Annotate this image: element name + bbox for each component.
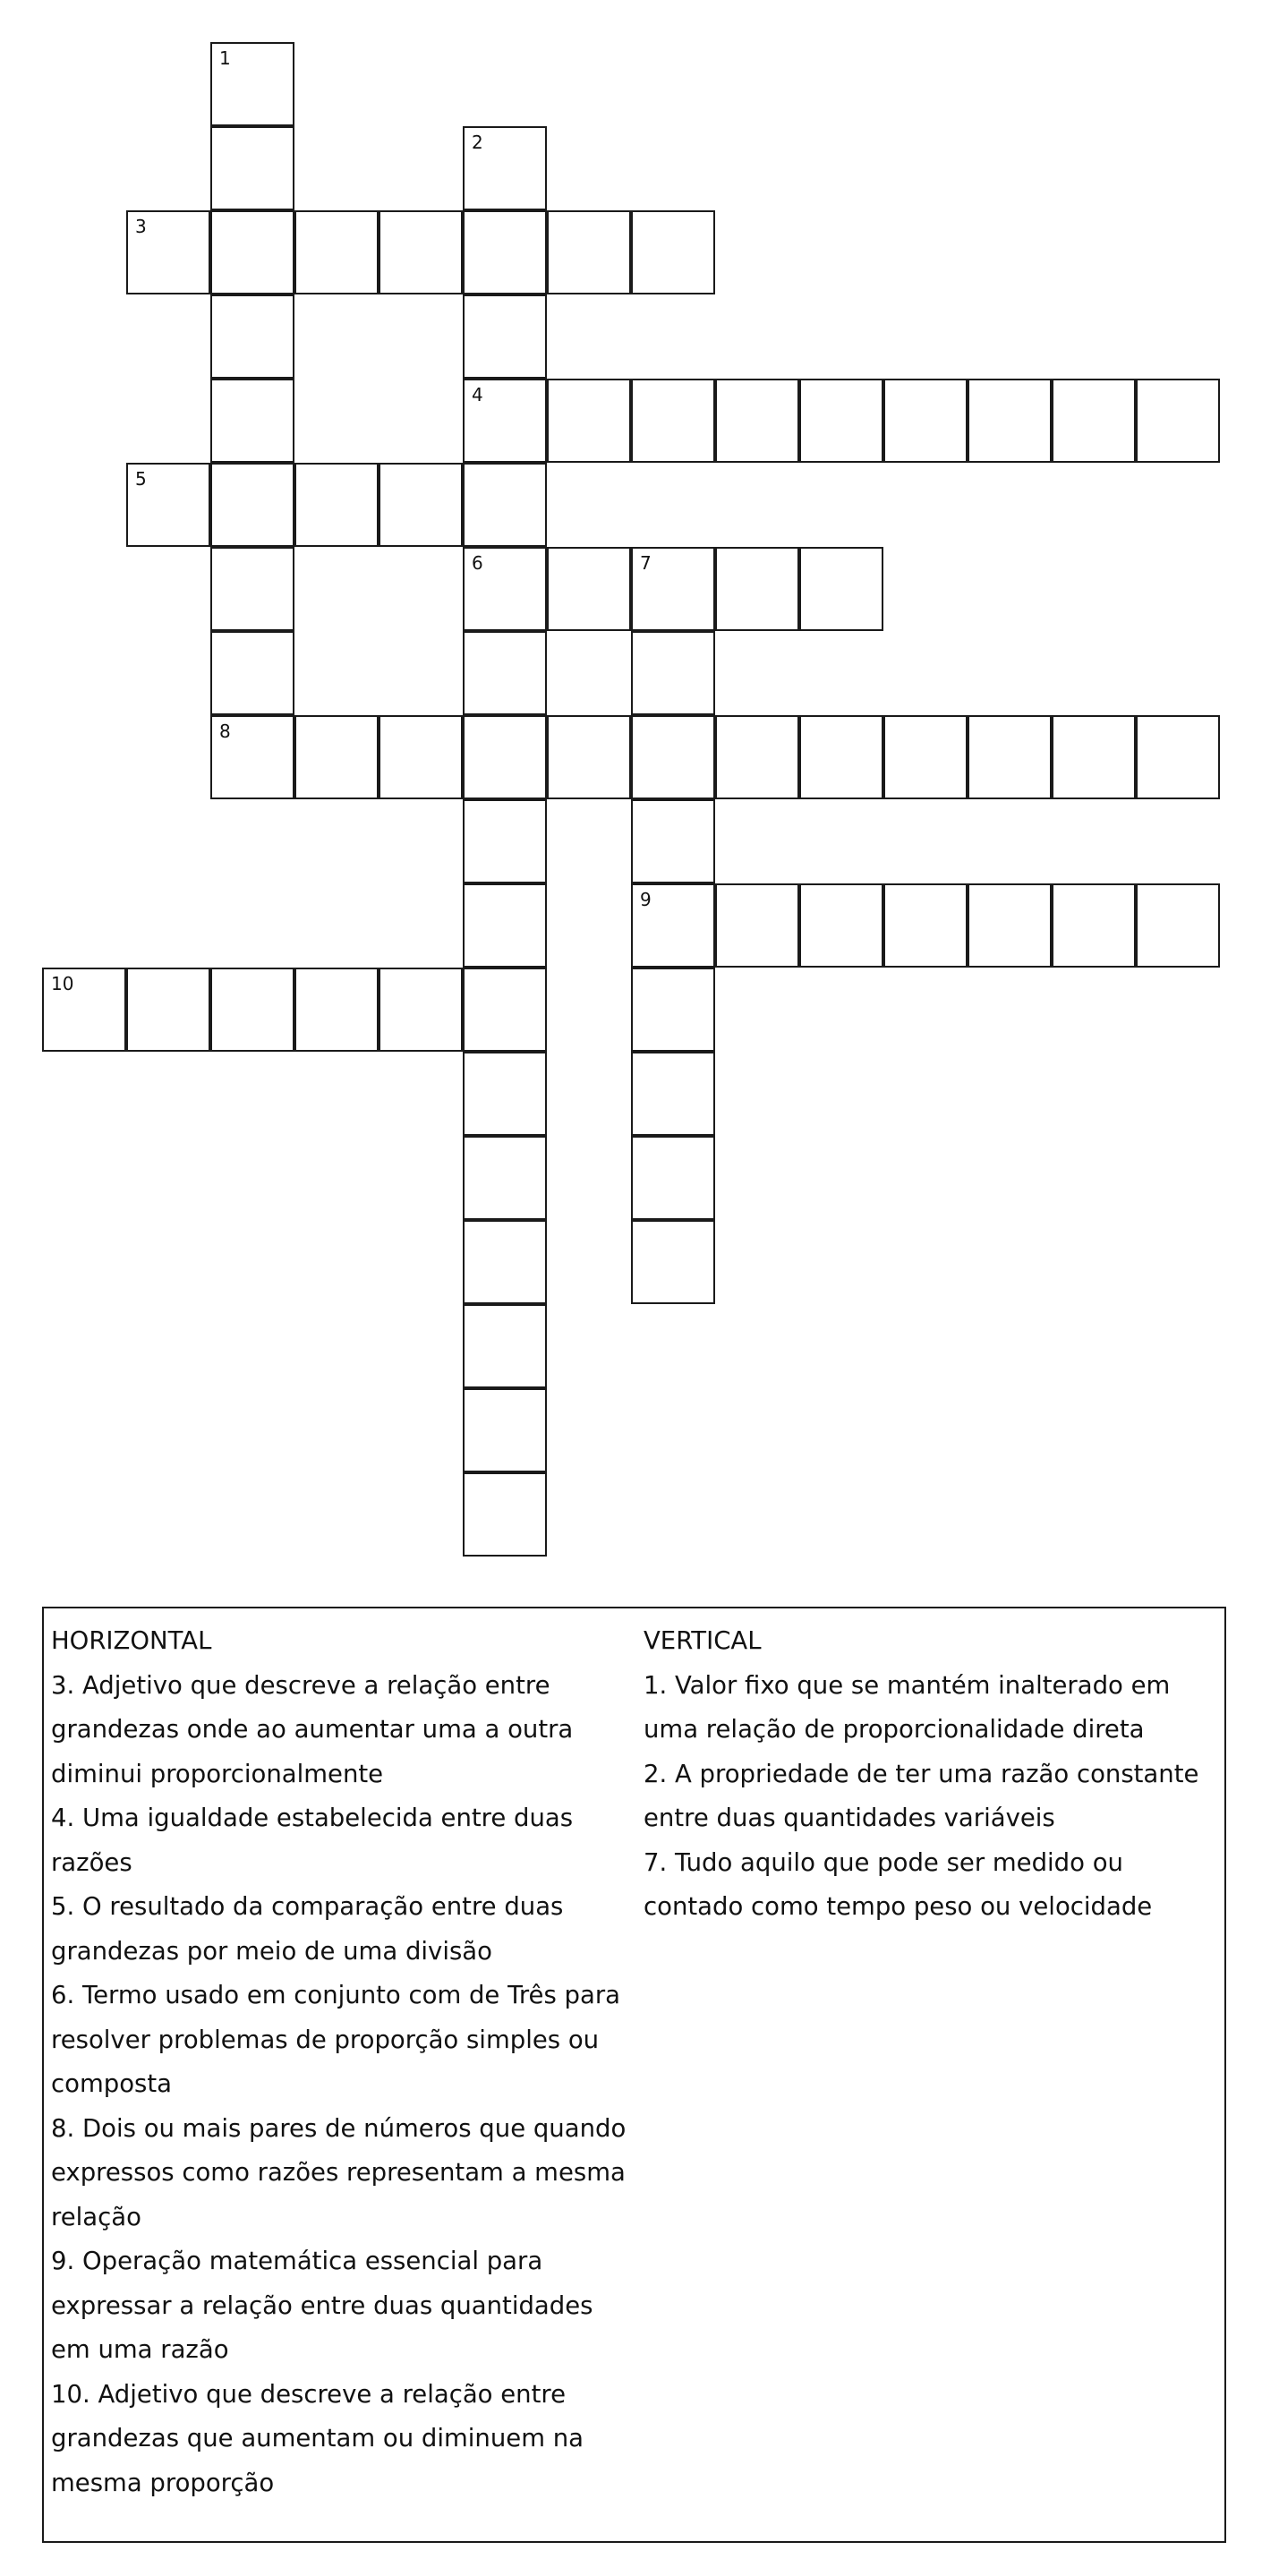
crossword-cell[interactable] (210, 42, 294, 126)
clue-vertical-1: 1. Valor fixo que se mantém inalterado em uma relação de proporcionalidade direta (644, 1670, 1171, 1744)
crossword-cell[interactable] (631, 1136, 715, 1220)
crossword-cell[interactable] (463, 1220, 547, 1304)
crossword-cell[interactable] (379, 463, 463, 547)
clue-horizontal-6: 6. Termo usado em conjunto com de Três para resolver problemas de proporção simples ou composta (51, 1981, 621, 2098)
crossword-cell[interactable] (883, 379, 968, 463)
crossword-cell[interactable] (631, 631, 715, 715)
crossword-cell[interactable] (463, 968, 547, 1052)
crossword-cell[interactable] (631, 547, 715, 631)
crossword-cell[interactable] (379, 715, 463, 799)
crossword-cell[interactable] (126, 463, 210, 547)
clue-vertical-2: 2. A propriedade de ter uma razão constante entre duas quantidades variáveis (644, 1759, 1199, 1832)
crossword-cell[interactable] (294, 210, 379, 294)
crossword-cell[interactable] (463, 463, 547, 547)
crossword-cell[interactable] (463, 210, 547, 294)
clue-number: 4 (472, 384, 483, 405)
crossword-cell[interactable] (1052, 379, 1136, 463)
clue-horizontal-8: 8. Dois ou mais pares de números que quando expressos como razões representam a mesma relação (51, 2113, 627, 2231)
crossword-cell[interactable] (294, 715, 379, 799)
crossword-cell[interactable] (968, 883, 1052, 968)
crossword-cell[interactable] (883, 883, 968, 968)
clue-vertical-7: 7. Tudo aquilo que pode ser medido ou contado como tempo peso ou velocidade (644, 1847, 1153, 1921)
crossword-cell[interactable] (210, 126, 294, 210)
clue-number: 6 (472, 552, 483, 574)
crossword-cell[interactable] (463, 1136, 547, 1220)
crossword-cell[interactable] (799, 379, 883, 463)
crossword-cell[interactable] (968, 379, 1052, 463)
crossword-cell[interactable] (463, 799, 547, 883)
crossword-cell[interactable] (463, 883, 547, 968)
crossword-cell[interactable] (799, 715, 883, 799)
clue-number: 7 (640, 552, 652, 574)
crossword-cell[interactable] (547, 210, 631, 294)
crossword-cell[interactable] (210, 294, 294, 379)
crossword-cell[interactable] (547, 379, 631, 463)
crossword-cell[interactable] (715, 883, 799, 968)
crossword-cell[interactable] (547, 547, 631, 631)
clues-box (42, 1607, 1226, 2543)
crossword-cell[interactable] (463, 715, 547, 799)
horizontal-clues (51, 1619, 633, 2505)
crossword-cell[interactable] (126, 968, 210, 1052)
clue-number: 8 (219, 721, 231, 742)
crossword-cell[interactable] (463, 1052, 547, 1136)
clue-horizontal-5: 5. O resultado da comparação entre duas grandezas por meio de uma divisão (51, 1892, 564, 1966)
crossword-cell[interactable] (463, 379, 547, 463)
crossword-cell[interactable] (379, 210, 463, 294)
crossword-cell[interactable] (210, 631, 294, 715)
crossword-cell[interactable] (463, 126, 547, 210)
clue-horizontal-4: 4. Uma igualdade estabelecida entre duas razões (51, 1804, 574, 1877)
clue-horizontal-3: 3. Adjetivo que descreve a relação entre grandezas onde ao aumentar uma a outra diminui proporcionalmente (51, 1670, 574, 1788)
crossword-cell[interactable] (463, 631, 547, 715)
clue-number: 1 (219, 47, 231, 69)
crossword-cell[interactable] (1136, 715, 1220, 799)
crossword-cell[interactable] (294, 463, 379, 547)
crossword-cell[interactable] (631, 883, 715, 968)
crossword-cell[interactable] (463, 294, 547, 379)
clue-number: 3 (135, 216, 147, 237)
crossword-cell[interactable] (631, 210, 715, 294)
clue-horizontal-9: 9. Operação matemática essencial para expressar a relação entre duas quantidades em uma razão (51, 2247, 593, 2364)
crossword-cell[interactable] (631, 715, 715, 799)
crossword-cell[interactable] (126, 210, 210, 294)
crossword-cell[interactable] (1136, 379, 1220, 463)
crossword-cell[interactable] (463, 547, 547, 631)
crossword-cell[interactable] (631, 1220, 715, 1304)
crossword-cell[interactable] (210, 210, 294, 294)
crossword-cell[interactable] (715, 379, 799, 463)
crossword-cell[interactable] (210, 463, 294, 547)
crossword-cell[interactable] (715, 547, 799, 631)
crossword-cell[interactable] (463, 1472, 547, 1557)
vertical-clues (644, 1619, 1225, 1930)
crossword-cell[interactable] (1136, 883, 1220, 968)
crossword-cell[interactable] (631, 968, 715, 1052)
crossword-cell[interactable] (968, 715, 1052, 799)
crossword-cell[interactable] (210, 968, 294, 1052)
horizontal-heading: HORIZONTAL (51, 1626, 212, 1655)
crossword-cell[interactable] (463, 1388, 547, 1472)
clue-number: 5 (135, 468, 147, 490)
clue-number: 10 (51, 973, 74, 994)
crossword-cell[interactable] (715, 715, 799, 799)
crossword-cell[interactable] (547, 715, 631, 799)
crossword-cell[interactable] (883, 715, 968, 799)
crossword-cell[interactable] (463, 1304, 547, 1388)
crossword-cell[interactable] (210, 547, 294, 631)
crossword-cell[interactable] (799, 883, 883, 968)
crossword-cell[interactable] (631, 379, 715, 463)
clue-number: 2 (472, 132, 483, 153)
crossword-cell[interactable] (799, 547, 883, 631)
crossword-cell[interactable] (379, 968, 463, 1052)
crossword-cell[interactable] (631, 1052, 715, 1136)
crossword-cell[interactable] (294, 968, 379, 1052)
crossword-cell[interactable] (1052, 883, 1136, 968)
crossword-cell[interactable] (631, 799, 715, 883)
crossword-cell[interactable] (210, 715, 294, 799)
crossword-cell[interactable] (42, 968, 126, 1052)
crossword-cell[interactable] (210, 379, 294, 463)
vertical-heading: VERTICAL (644, 1626, 762, 1655)
clue-horizontal-10: 10. Adjetivo que descreve a relação entre grandezas que aumentam ou diminuem na mesma proporção (51, 2379, 584, 2497)
clue-number: 9 (640, 889, 652, 910)
crossword-cell[interactable] (1052, 715, 1136, 799)
